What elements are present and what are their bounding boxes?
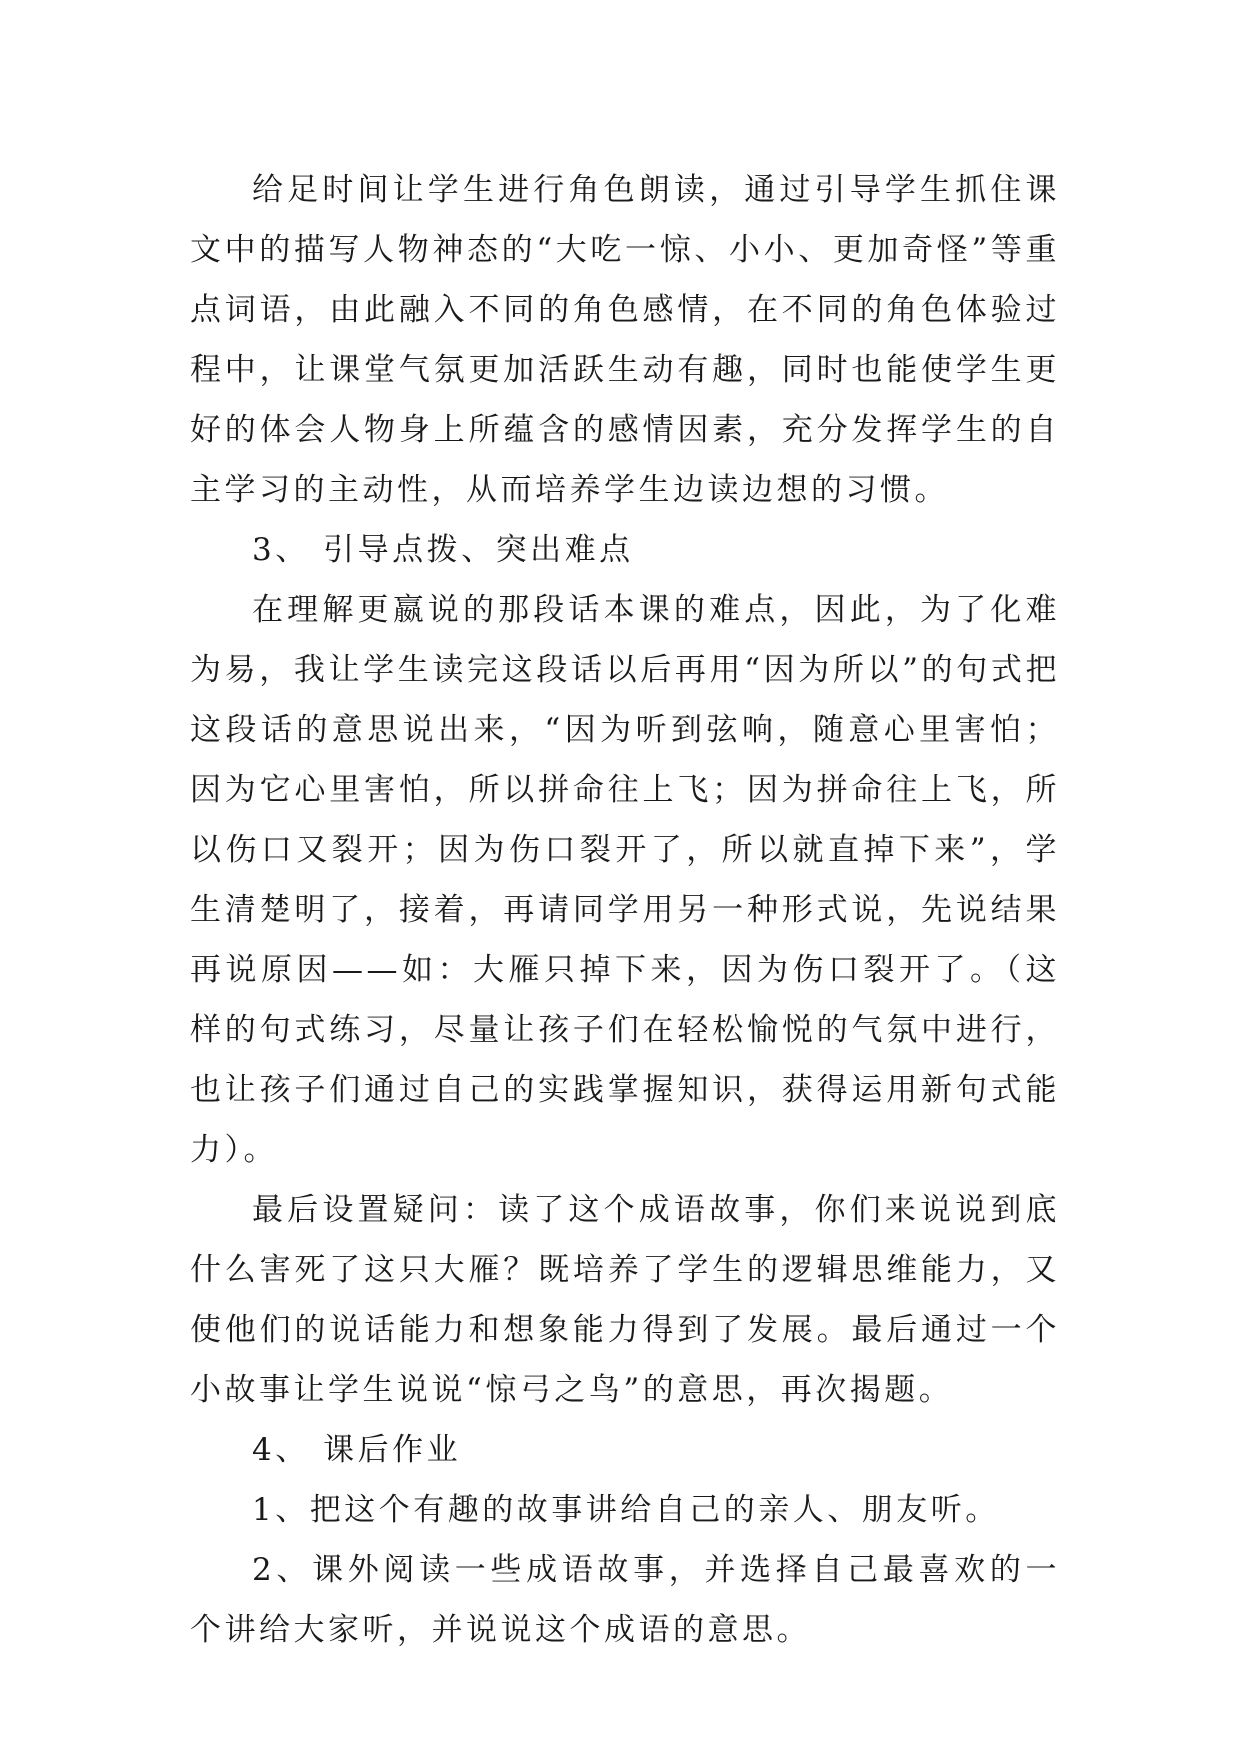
- heading-section-3: 3、 引导点拨、突出难点: [252, 532, 634, 568]
- homework-item-1: 1、把这个有趣的故事讲给自己的亲人、朋友听。: [252, 1492, 1000, 1528]
- paragraph-difficulty: 在理解更嬴说的那段话本课的难点，因此，为了化难为易，我让学生读完这段话以后再用“因为所以”的句式把这段话的意思说出来，“因为听到弦响，随意心里害怕；因为它心里害怕，所以拼命往上飞；因为拼命往上飞，所以伤口又裂开；因为伤口裂开了，所以就直掉下来”，学生清楚明了，接着，再请同学用另一种形式说，先说结果再说原因——如：大雁只掉下来，因为伤口裂开了。（这样的句式练习，尽量让孩子们在轻松愉悦的气氛中进行，也让孩子们通过自己的实践掌握知识，获得运用新句式能力）。: [190, 592, 1060, 1168]
- document-body: [190, 160, 1060, 1660]
- paragraph-role-reading: 给足时间让学生进行角色朗读，通过引导学生抓住课文中的描写人物神态的“大吃一惊、小小、更加奇怪”等重点词语，由此融入不同的角色感情，在不同的角色体验过程中，让课堂气氛更加活跃生动有趣，同时也能使学生更好的体会人物身上所蕴含的感情因素，充分发挥学生的自主学习的主动性，从而培养学生边读边想的习惯。: [190, 172, 1060, 508]
- paragraph-final-question: 最后设置疑问：读了这个成语故事，你们来说说到底什么害死了这只大雁？既培养了学生的逻辑思维能力，又使他们的说话能力和想象能力得到了发展。最后通过一个小故事让学生说说“惊弓之鸟”的意思，再次揭题。: [190, 1192, 1060, 1408]
- heading-section-4: 4、 课后作业: [252, 1432, 462, 1468]
- homework-item-2: 2、课外阅读一些成语故事，并选择自己最喜欢的一个讲给大家听，并说说这个成语的意思。: [190, 1552, 1060, 1648]
